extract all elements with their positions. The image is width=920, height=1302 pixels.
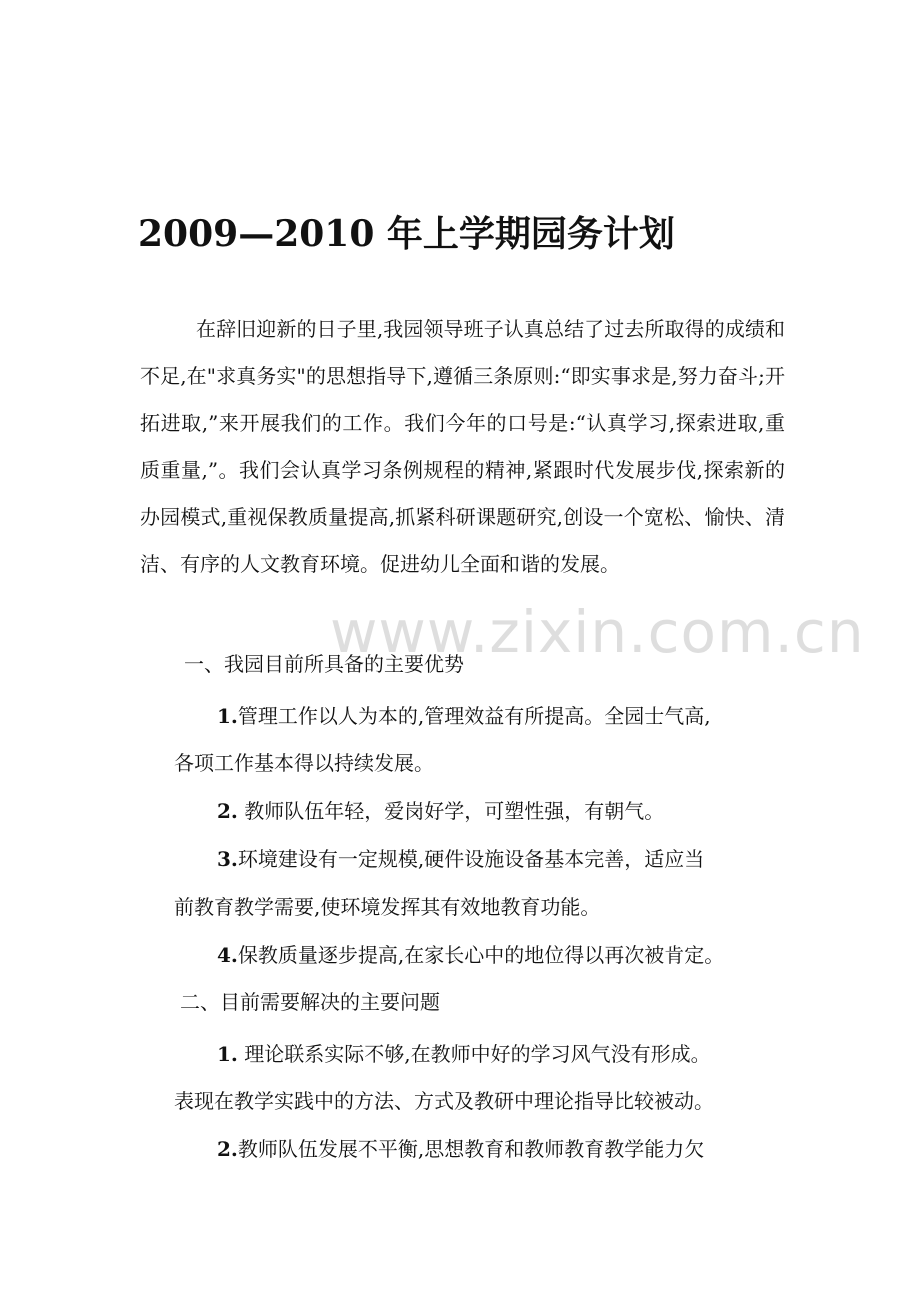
item-text: 教师队伍发展不平衡,思想教育和教师教育教学能力欠 <box>237 1137 705 1161</box>
section2-item1-line1 <box>217 1040 711 1068</box>
item-number: 1. <box>217 704 238 728</box>
section1-item4-line1 <box>217 941 724 969</box>
item-number: 3. <box>217 847 238 871</box>
item-number: 2. <box>217 1137 238 1161</box>
item-number: 1. <box>217 1042 238 1066</box>
section2-item1-line2: 表现在教学实践中的方法、方式及教研中理论指导比较被动。 <box>174 1089 714 1113</box>
watermark: www.zixin.com.cn <box>330 598 865 666</box>
item-text: 环境建设有一定规模,硬件设施设备基本完善，适应当 <box>237 847 705 871</box>
section1-item3-line2: 前教育教学需要,使环境发挥其有效地教育功能。 <box>174 895 601 919</box>
page-title: 2009—2010 年上学期园务计划 <box>138 213 675 255</box>
section1-item1-line2: 各项工作基本得以持续发展。 <box>174 751 434 775</box>
item-text: 管理工作以人为本的,管理效益有所提高。全园士气高, <box>237 704 711 728</box>
item-text: 保教质量逐步提高,在家长心中的地位得以再次被肯定。 <box>237 943 725 967</box>
intro-paragraph: 在辞旧迎新的日子里,我园领导班子认真总结了过去所取得的成绩和不足,在"求真务实"的思想指导下,遵循三条原则:“即实事求是,努力奋斗;开拓进取,”来开展我们的工作。我们今年的口号是:“认真学习,探索进取,重质重量,”。我们会认真学习条例规程的精神,紧跟时代发展步伐,探索新的办园模式,重视保教质量提高,抓紧科研课题研究,创设一个宽松、愉快、清洁、有序的人文教育环境。促进幼儿全面和谐的发展。 <box>140 317 785 576</box>
section2-item2-line1 <box>217 1135 704 1163</box>
item-text: 理论联系实际不够,在教师中好的学习风气没有形成。 <box>237 1042 711 1066</box>
section2-heading: 二、目前需要解决的主要问题 <box>180 990 440 1014</box>
section1-item3-line1 <box>217 845 704 873</box>
section1-item1-line1 <box>217 702 711 730</box>
item-number: 4. <box>217 943 238 967</box>
section1-heading: 一、我园目前所具备的主要优势 <box>184 652 464 676</box>
item-number: 2. <box>217 799 238 823</box>
item-text: 教师队伍年轻，爱岗好学，可塑性强，有朝气。 <box>237 799 665 823</box>
section1-item2-line1 <box>217 797 664 825</box>
